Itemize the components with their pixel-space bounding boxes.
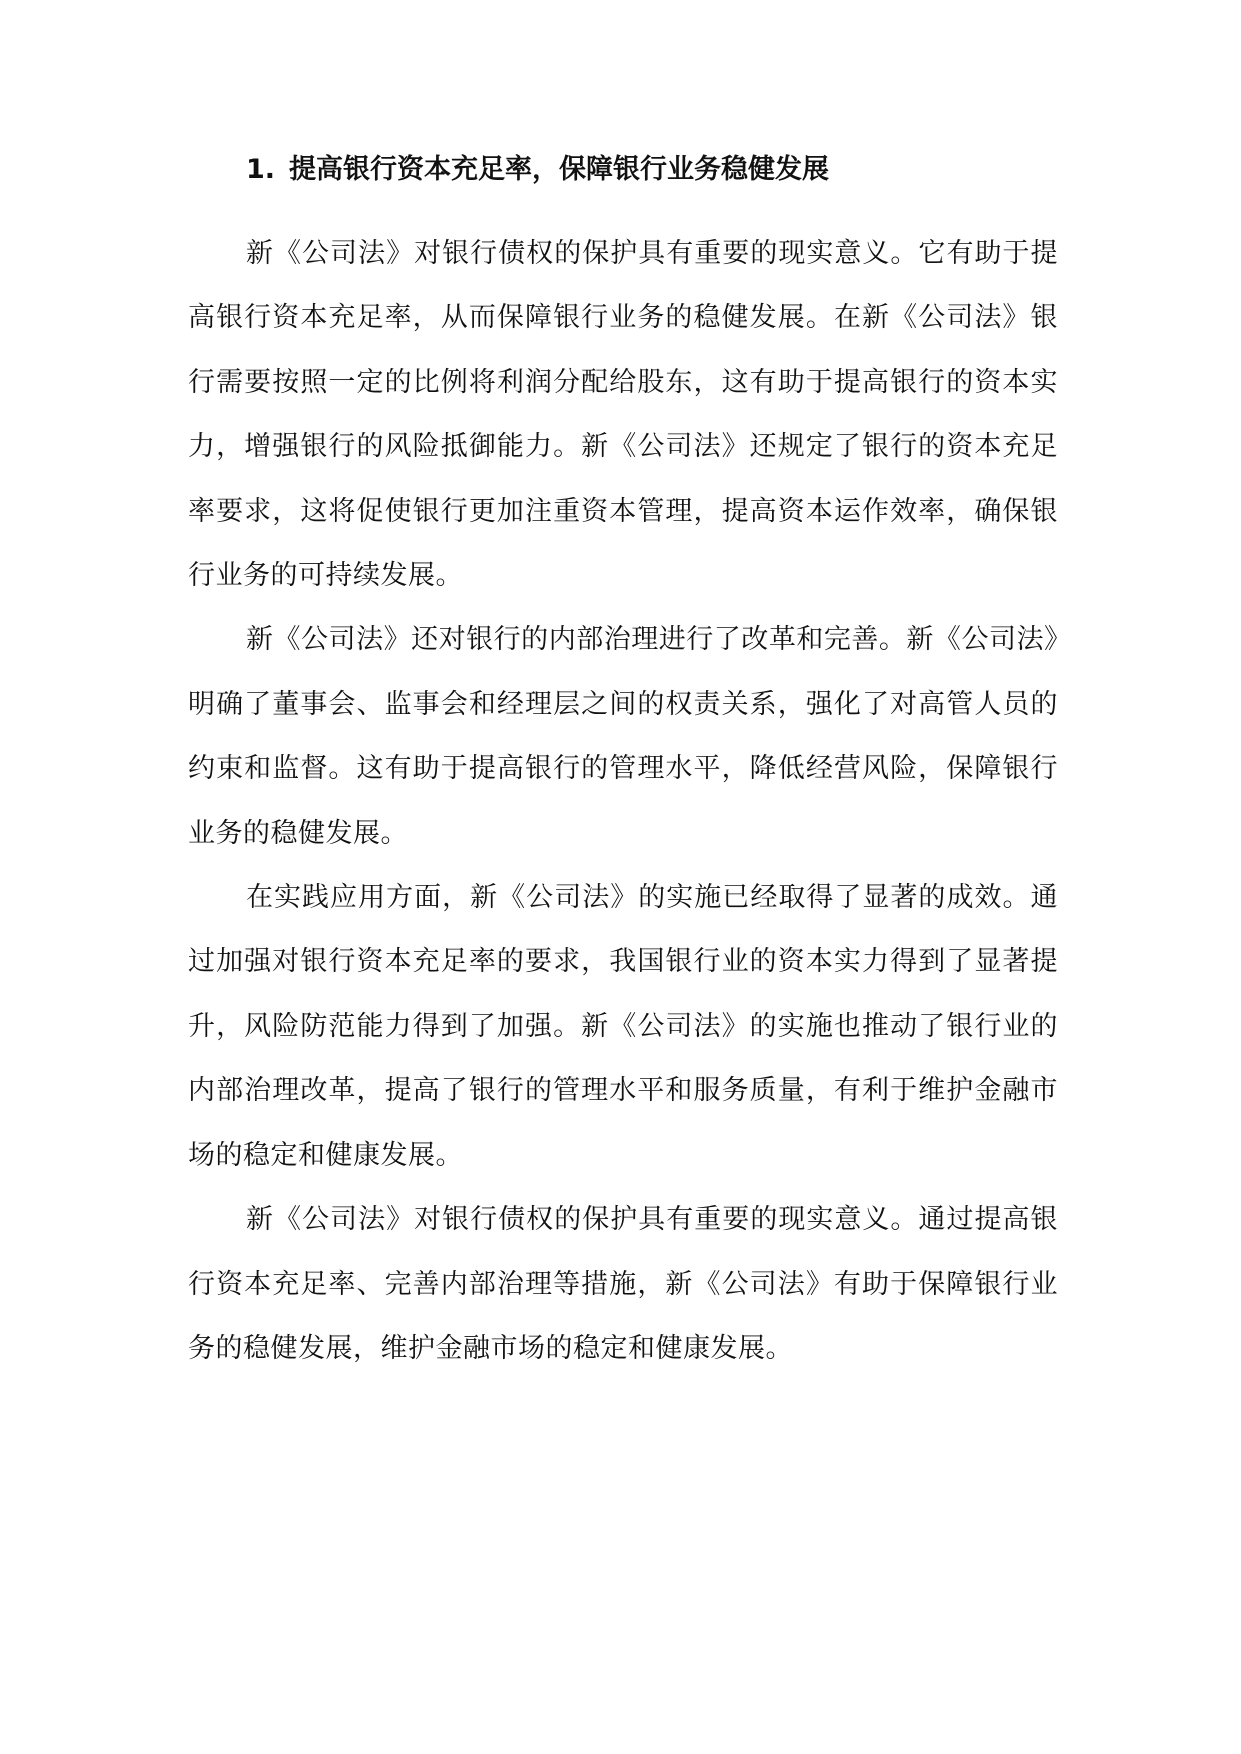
section-heading — [246, 150, 829, 190]
paragraph-2: 新《公司法》还对银行的内部治理进行了改革和完善。新《公司法》明确了董事会、监事会和经理层之间的权责关系，强化了对高管人员的约束和监督。这有助于提高银行的管理水平，降低经营风险，保障银行业务的稳健发展。 — [188, 624, 1058, 849]
section-number: 1. — [246, 154, 276, 185]
section-title: 提高银行资本充足率，保障银行业务稳健发展 — [289, 154, 830, 185]
paragraph-4: 新《公司法》对银行债权的保护具有重要的现实意义。通过提高银行资本充足率、完善内部治理等措施，新《公司法》有助于保障银行业务的稳健发展，维护金融市场的稳定和健康发展。 — [188, 1204, 1058, 1364]
body-text — [188, 222, 1058, 1381]
paragraph-3: 在实践应用方面，新《公司法》的实施已经取得了显著的成效。通过加强对银行资本充足率的要求，我国银行业的资本实力得到了显著提升，风险防范能力得到了加强。新《公司法》的实施也推动了银行业的内部治理改革，提高了银行的管理水平和服务质量，有利于维护金融市场的稳定和健康发展。 — [188, 882, 1058, 1171]
paragraph-1: 新《公司法》对银行债权的保护具有重要的现实意义。它有助于提高银行资本充足率，从而保障银行业务的稳健发展。在新《公司法》银行需要按照一定的比例将利润分配给股东，这有助于提高银行的资本实力，增强银行的风险抵御能力。新《公司法》还规定了银行的资本充足率要求，这将促使银行更加注重资本管理，提高资本运作效率，确保银行业务的可持续发展。 — [188, 238, 1058, 592]
